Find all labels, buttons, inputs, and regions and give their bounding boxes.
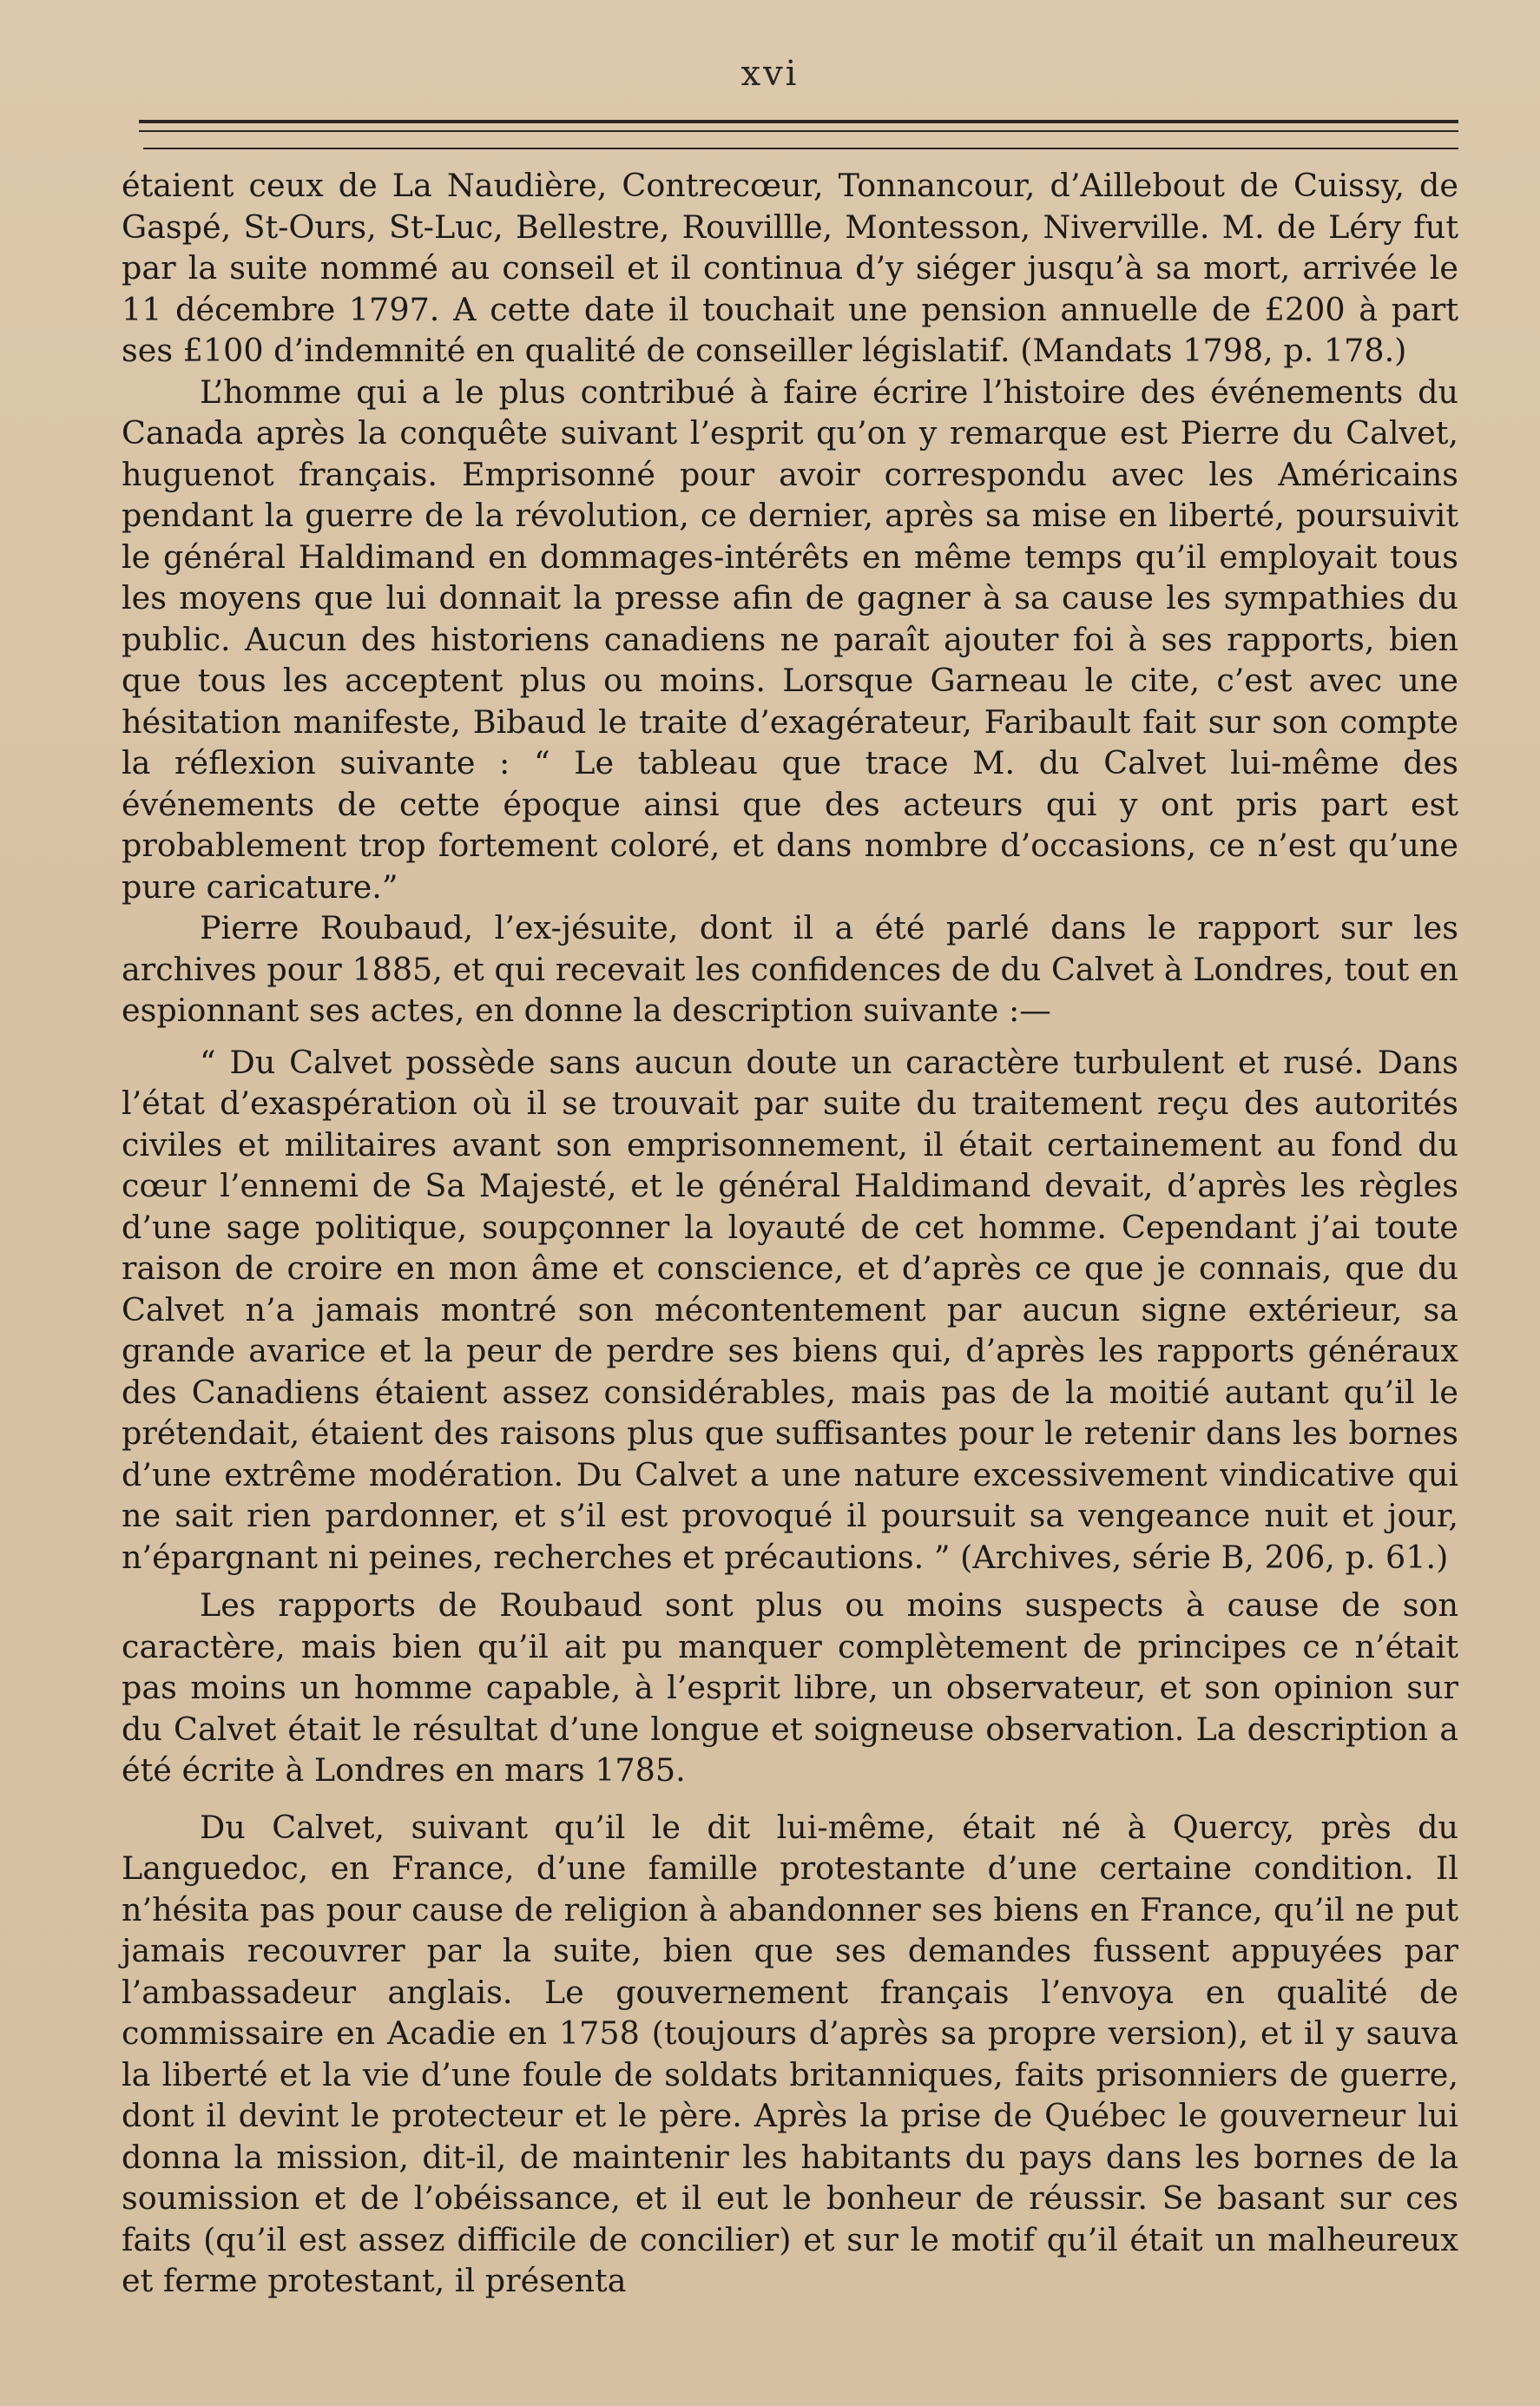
block-quote-roubaud: “ Du Calvet possède sans aucun doute un caractère turbulent et rusé. Dans l’état d’exaspération où il se trouvait par suite du traitement reçu des autorités civiles et militaires avant son emprisonnement, il était certainement au fond du cœur l’ennemi de Sa Majesté, et le général Haldimand devait, d’après les règles d’une sage politique, soupçonner la loyauté de cet homme. Cependant j’ai toute raison de croire en mon âme et conscience, et d’après ce que je connais, que du Calvet n’a jamais montré son mécontentement par aucun signe extérieur, sa grande avarice et la peur de perdre ses biens qui, d’après les rapports généraux des Canadiens étaient assez considérables, mais pas de la moitié autant qu’il le prétendait, étaient des raisons plus que suffisantes pour le retenir dans les bornes d’une extrême modération. Du Calvet a une nature excessivement vindicative qui ne sait rien pardonner, et s’il est provoqué il poursuit sa vengeance nuit et jour, n’épargnant ni peines, recherches et précautions. ” (Archives, série B, 206, p. 61.)	[122, 1043, 1458, 1576]
paragraph-continuation: étaient ceux de La Naudière, Contrecœur, Tonnancour, d’Aillebout de Cuissy, de Gaspé, St-Ours, St-Luc, Bellestre, Rouvillle, Montesson, Niverville. M. de Léry fut par la suite nommé au conseil et il continua d’y siéger jusqu’à sa mort, arrivée le 11 décembre 1797. A cette date il touchait une pension annuelle de £200 à part ses £100 d’indemnité en qualité de conseiller législatif. (Mandats 1798, p. 178.)	[122, 167, 1458, 369]
body-text	[122, 165, 1458, 2302]
header-rule-thin	[139, 130, 1458, 132]
header-rule-lower	[143, 148, 1458, 149]
paragraph-du-calvet-intro: L’homme qui a le plus contribué à faire écrire l’histoire des événements du Canada après la conquête suivant l’esprit qu’on y remarque est Pierre du Calvet, huguenot français. Emprisonné pour avoir correspondu avec les Américains pendant la guerre de la révolution, ce dernier, après sa mise en liberté, poursuivit le général Haldimand en dommages-intérêts en même temps qu’il employait tous les moyens que lui donnait la presse afin de gagner à sa cause les sympathies du public. Aucun des historiens canadiens ne paraît ajouter foi à ses rapports, bien que tous les acceptent plus ou moins. Lorsque Garneau le cite, c’est avec une hésitation manifeste, Bibaud le traite d’exagérateur, Faribault fait sur son compte la réflexion suivante : “ Le tableau que trace M. du Calvet lui-même des événements de cette époque ainsi que des acteurs qui y ont pris part est probablement trop fortement coloré, et dans nombre d’occasions, ce n’est qu’une pure caricature.”	[122, 372, 1458, 906]
paragraph-roubaud: Pierre Roubaud, l’ex-jésuite, dont il a été parlé dans le rapport sur les archives pour 1885, et qui recevait les confidences de du Calvet à Londres, tout en espionnant ses actes, en donne la description suivante :—	[122, 909, 1458, 1029]
paragraph-roubaud-reports: Les rapports de Roubaud sont plus ou moins suspects à cause de son caractère, mais bien qu’il ait pu manquer complètement de principes ce n’était pas moins un homme capable, à l’esprit libre, un observateur, et son opinion sur du Calvet était le résultat d’une longue et soigneuse observation. La description a été écrite à Londres en mars 1785.	[122, 1586, 1458, 1789]
paragraph-du-calvet-origins: Du Calvet, suivant qu’il le dit lui-même, était né à Quercy, près du Languedoc, en France, d’une famille protestante d’une certaine condition. Il n’hésita pas pour cause de religion à abandonner ses biens en France, qu’il ne put jamais recouvrer par la suite, bien que ses demandes fussent appuyées par l’ambassadeur anglais. Le gouvernement français l’envoya en qualité de commissaire en Acadie en 1758 (toujours d’après sa propre version), et il y sauva la liberté et la vie d’une foule de soldats britanniques, faits prisonniers de guerre, dont il devint le protecteur et le père. Après la prise de Québec le gouverneur lui donna la mission, dit-il, de maintenir les habitants du pays dans les bornes de la soumission et de l’obéissance, et il eut le bonheur de réussir. Se basant sur ces faits (qu’il est assez difficile de concilier) et sur le motif qu’il était un malheureux et ferme protestant, il présenta	[122, 1808, 1458, 2299]
header-rule	[139, 120, 1458, 123]
page-number: xvi	[740, 54, 800, 94]
